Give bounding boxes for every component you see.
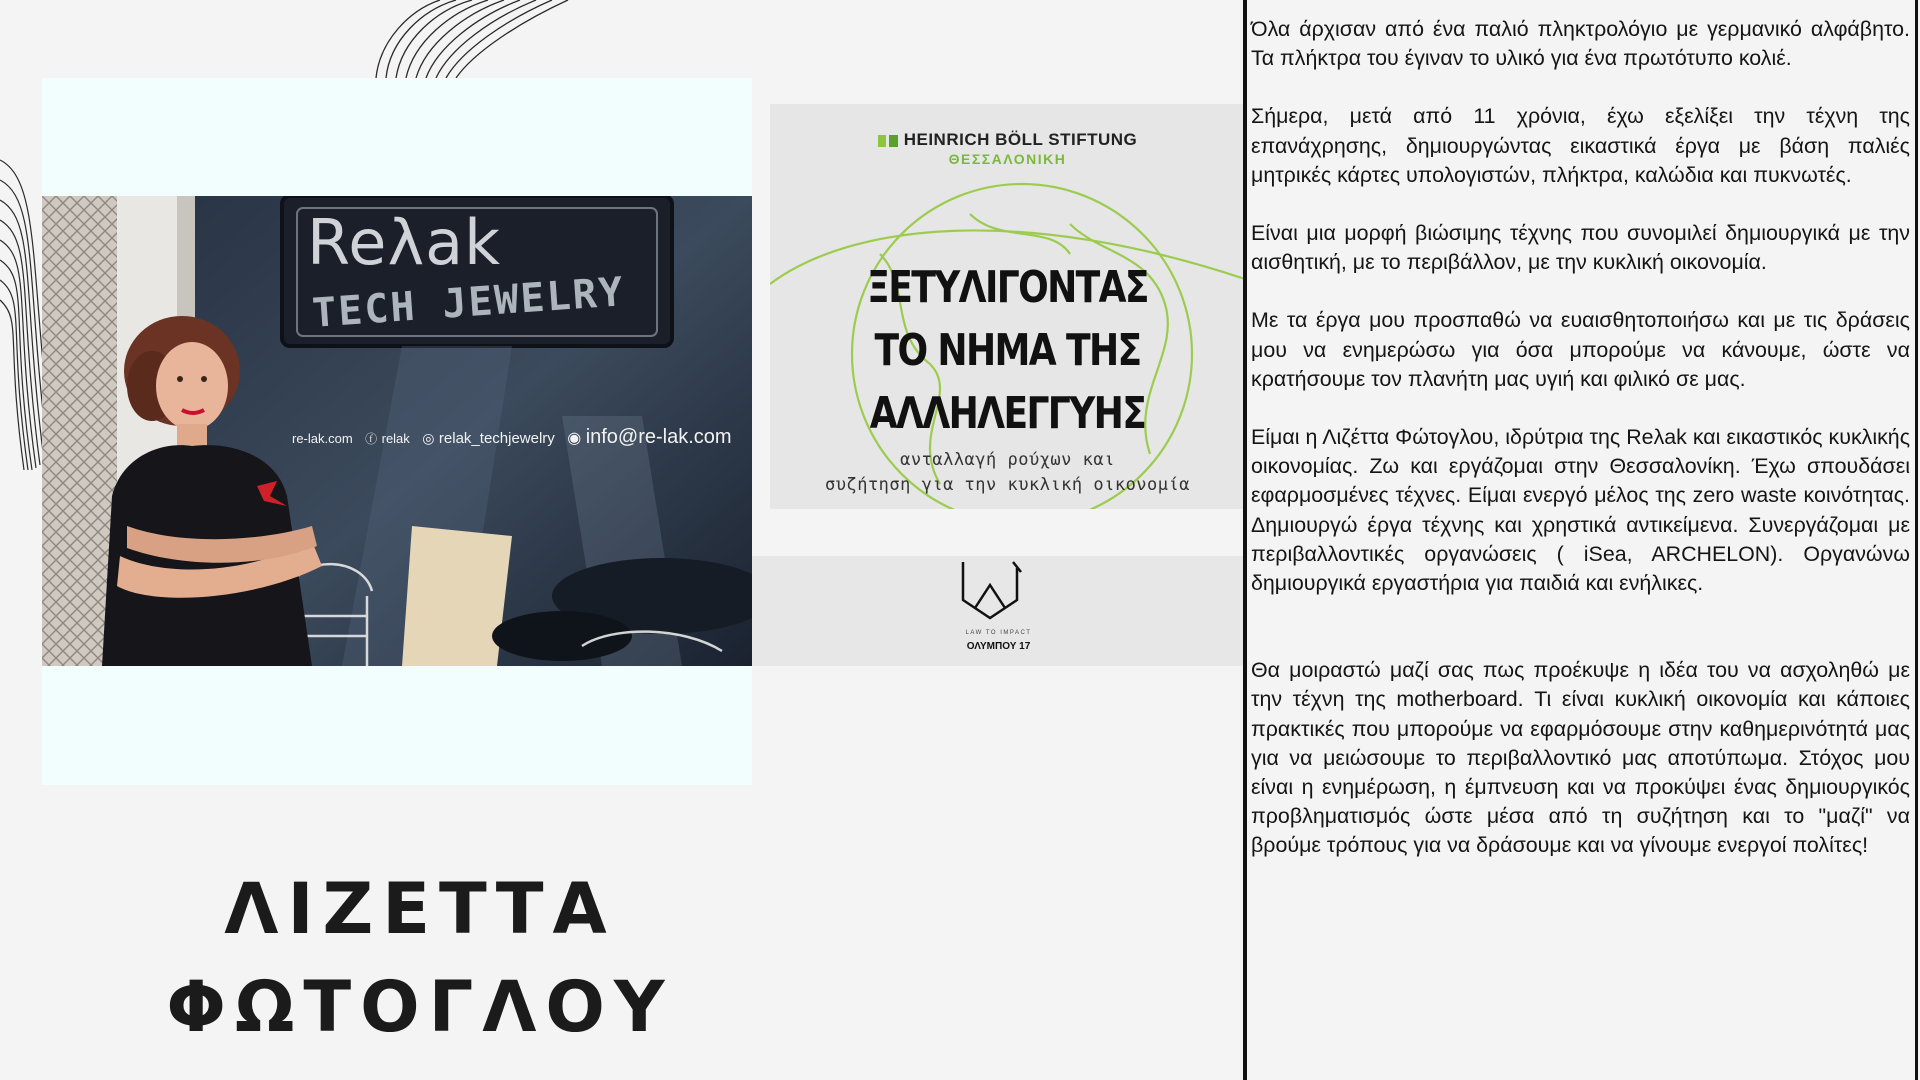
venue-caption: LAW TO IMPACT <box>965 630 1032 636</box>
poster-subtitle-line-2: συζήτηση για την κυκλική οικονομία <box>825 475 1190 495</box>
shop-sign-sub: TECH JEWELRY <box>310 269 627 337</box>
poster-title-line-3: ΑΛΛΗΛΕΓΓΥΗΣ <box>869 388 1146 439</box>
facebook-icon: ⓕ <box>365 432 378 446</box>
contact-facebook: relak <box>381 431 410 446</box>
boll-logo-icon <box>878 135 898 147</box>
venue-logo-strip <box>752 556 1245 666</box>
contact-website: re-lak.com <box>292 431 353 446</box>
organization-city: ΘΕΣΣΑΛΟΝΙΚΗ <box>948 151 1067 167</box>
contact-instagram: relak_techjewelry <box>438 430 555 447</box>
contact-strip <box>292 426 752 449</box>
event-poster <box>770 104 1245 509</box>
bio-paragraph: Όλα άρχισαν από ένα παλιό πληκτρολόγιο με γερμανικό αλφάβητο. Τα πλήκτρα του έγιναν το υλικό για ένα πρωτότυπο κολιέ. <box>1251 17 1910 71</box>
bio-paragraph: Με τα έργα μου προσπαθώ να ευαισθητοποιήσω και με τις δράσεις μου να ενημερώσω για όσα μπορούμε να κάνουμε, ώστε να κρατήσουμε τον πλανήτη μας υγιή και φιλικό σε μας. <box>1251 308 1910 391</box>
bio-paragraph: Είναι μια μορφή βιώσιμης τέχνης που συνομιλεί δημιουργικά με την αισθητική, με το περιβάλλον, με την κυκλική οικονομία. <box>1251 221 1910 275</box>
venue-address: ΟΛΥΜΠΟΥ 17 <box>966 641 1031 652</box>
contact-email: info@re-lak.com <box>585 426 732 448</box>
bio-paragraph: Θα μοιραστώ μαζί σας πως προέκυψε η ιδέα του να ασχοληθώ με την τέχνη της motherboard. Τι είναι κυκλική οικονομία και κάποιες πρακτικές που μπορούμε να εφαρμόσουμε στην καθημερινότητά μας για να μειώσουμε το περιβαλλοντικό μας αποτύπωμα. Στόχος μου είναι η ενημέρωση, η έμπνευση και να προκύψει ένας δημιουργικός προβληματισμός ώστε μέσα από τη συζήτηση και το "μαζί" να βρούμε τρόπους για να δράσουμε και να γίνουμε ενεργοί πολίτες! <box>1251 658 1910 858</box>
poster-title-line-1: ΞΕΤΥΛΙΓΟΝΤΑΣ <box>867 262 1148 313</box>
poster-title-line-2: ΤΟ ΝΗΜΑ ΤΗΣ <box>874 325 1141 376</box>
column-divider <box>1243 0 1247 1080</box>
right-border <box>1915 0 1918 1080</box>
speaker-name <box>120 860 720 1056</box>
organization-name: HEINRICH BÖLL STIFTUNG <box>770 130 1245 150</box>
speaker-first-name: ΛΙΖΕΤΤΑ <box>224 868 616 950</box>
portrait-photo <box>42 196 752 666</box>
poster-subtitle-line-1: ανταλλαγή ρούχων και <box>900 450 1115 470</box>
bio-text <box>1251 15 1910 890</box>
bio-paragraph: Σήμερα, μετά από 11 χρόνια, έχω εξελίξει την τέχνη της επανάχρησης, δημιουργώντας εικαστικά έργα με βάση παλιές μητρικές κάρτες υπολογιστών, πλήκτρα, καλώδια και πυκνωτές. <box>1251 104 1910 187</box>
instagram-icon: ◎ <box>422 430 435 446</box>
email-icon: ◉ <box>567 430 582 447</box>
bio-paragraph: Είμαι η Λιζέττα Φώτογλου, ιδρύτρια της Reλak και εικαστικός κυκλικής οικονομίας. Ζω και εργάζομαι στην Θεσσαλονίκη. Έχω σπουδάσει εφαρμοσμένες τέχνες. Είμαι ενεργό μέλος της zero waste κοινότητας. Δημιουργώ έργα τέχνης και χρηστικά αντικείμενα. Συνεργάζομαι με περιβαλλοντικές οργανώσεις ( iSea, ARCHELON). Οργανώνω δημιουργικά εργαστήρια για παιδιά και ενήλικες. <box>1251 425 1910 596</box>
shop-sign-text: Reλak <box>307 206 502 279</box>
decorative-lines-top <box>360 0 580 80</box>
law-to-impact-logo-icon <box>955 560 1025 620</box>
speaker-last-name: ΦΩΤΟΓΛΟΥ <box>166 966 674 1048</box>
